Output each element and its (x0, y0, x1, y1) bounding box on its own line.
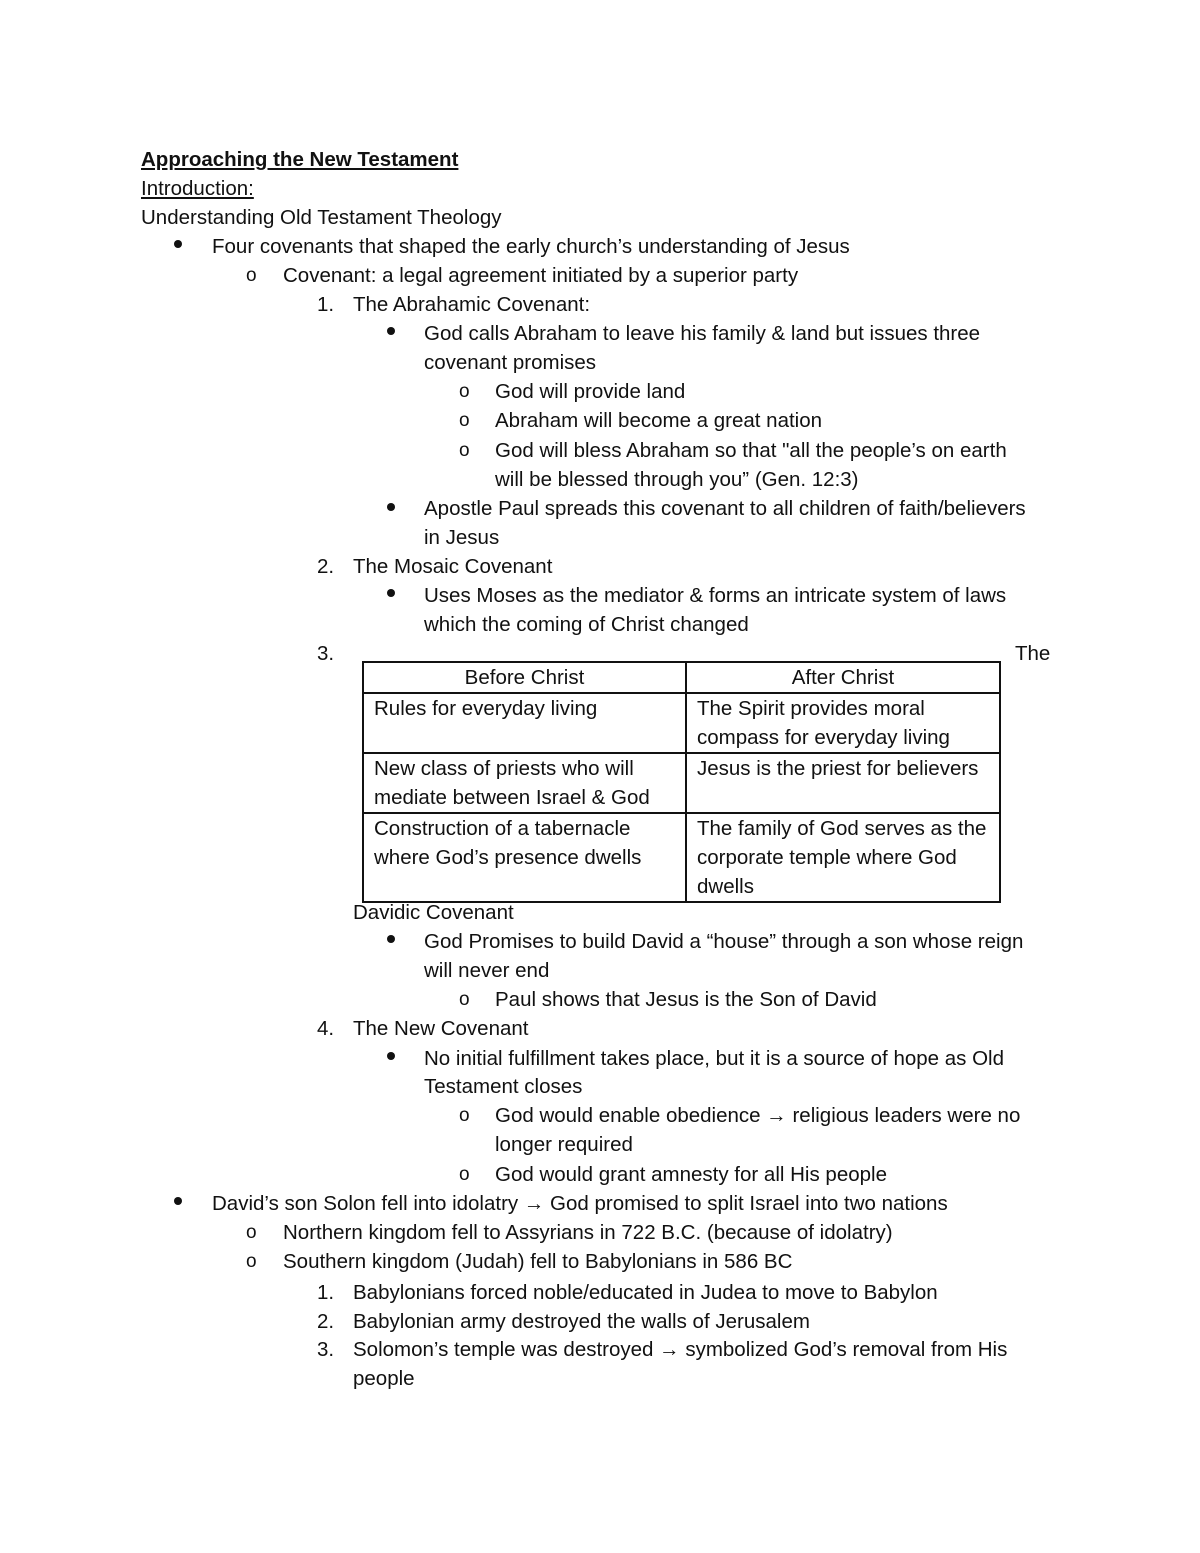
list-item: Abraham will become a great nation (495, 409, 823, 432)
list-item: Paul shows that Jesus is the Son of David (495, 988, 877, 1011)
list-number: 1. (317, 1281, 335, 1304)
table-header: Before Christ (363, 662, 686, 693)
table-cell: The family of God serves as the corporate temple where God dwells (686, 813, 1000, 902)
covenant-title: Davidic Covenant (353, 901, 514, 924)
list-number: 3. (317, 642, 335, 665)
bullet-marker (387, 1052, 395, 1060)
list-item: Four covenants that shaped the early church’s understanding of Jesus (212, 235, 850, 258)
list-item: Southern kingdom (Judah) fell to Babylonians in 586 BC (283, 1250, 793, 1273)
bullet-marker (387, 327, 395, 335)
list-item: God calls Abraham to leave his family & land but issues three (424, 322, 981, 345)
list-item-cont: in Jesus (424, 526, 500, 549)
circle-marker: o (459, 989, 470, 1010)
table-row (363, 693, 1000, 753)
circle-marker: o (459, 440, 470, 461)
list-item: God would enable obedience → religious leaders were no (495, 1104, 1021, 1127)
list-number: 3. (317, 1338, 335, 1361)
covenant-title: The Abrahamic Covenant: (353, 293, 591, 316)
bullet-marker (174, 1197, 182, 1205)
list-item: Babylonian army destroyed the walls of Jerusalem (353, 1310, 810, 1333)
bullet-marker (174, 240, 182, 248)
list-item: No initial fulfillment takes place, but it is a source of hope as Old (424, 1047, 1004, 1070)
list-item: Solomon’s temple was destroyed → symbolized God’s removal from His (353, 1338, 1008, 1361)
table-header-row (363, 662, 1000, 693)
list-item-cont: will never end (424, 959, 550, 982)
list-item: Uses Moses as the mediator & forms an intricate system of laws (424, 584, 1007, 607)
table-row (363, 813, 1000, 902)
list-item-cont: longer required (495, 1133, 633, 1156)
table-cell: The Spirit provides moral compass for everyday living (686, 693, 1000, 753)
list-item-cont: Testament closes (424, 1075, 583, 1098)
bullet-marker (387, 589, 395, 597)
table-cell: Jesus is the priest for believers (686, 753, 1000, 813)
list-number: 2. (317, 555, 335, 578)
table-cell: Construction of a tabernacle where God’s presence dwells (363, 813, 686, 902)
covenant-title: The New Covenant (353, 1017, 529, 1040)
covenant-title: The Mosaic Covenant (353, 555, 553, 578)
circle-marker: o (246, 1251, 257, 1272)
covenant-title-fragment: The (1015, 642, 1051, 665)
table-cell: Rules for everyday living (363, 693, 686, 753)
list-item: Apostle Paul spreads this covenant to all children of faith/believers (424, 497, 1026, 520)
list-number: 1. (317, 293, 335, 316)
list-item: God would grant amnesty for all His people (495, 1163, 887, 1186)
table-header: After Christ (686, 662, 1000, 693)
bullet-marker (387, 503, 395, 511)
table-row (363, 753, 1000, 813)
bullet-marker (387, 935, 395, 943)
circle-marker: o (459, 1164, 470, 1185)
circle-marker: o (459, 381, 470, 402)
document-title: Approaching the New Testament (141, 148, 459, 171)
list-item-cont: which the coming of Christ changed (424, 613, 749, 636)
comparison-table (362, 661, 1001, 903)
list-item: Northern kingdom fell to Assyrians in 722 B.C. (because of idolatry) (283, 1221, 893, 1244)
list-item-cont: covenant promises (424, 351, 597, 374)
intro-heading: Introduction: (141, 177, 254, 200)
list-item-cont: will be blessed through you” (Gen. 12:3) (495, 468, 859, 491)
circle-marker: o (459, 1105, 470, 1126)
list-item: Covenant: a legal agreement initiated by a superior party (283, 264, 799, 287)
list-item: God will provide land (495, 380, 686, 403)
circle-marker: o (246, 265, 257, 286)
list-item: God will bless Abraham so that "all the people’s on earth (495, 439, 1007, 462)
section-heading: Understanding Old Testament Theology (141, 206, 502, 229)
list-item: David’s son Solon fell into idolatry → God promised to split Israel into two nations (212, 1192, 948, 1215)
list-number: 4. (317, 1017, 335, 1040)
list-item-cont: people (353, 1367, 415, 1390)
circle-marker: o (246, 1222, 257, 1243)
table-cell: New class of priests who will mediate between Israel & God (363, 753, 686, 813)
circle-marker: o (459, 410, 470, 431)
list-item: God Promises to build David a “house” through a son whose reign (424, 930, 1024, 953)
list-number: 2. (317, 1310, 335, 1333)
list-item: Babylonians forced noble/educated in Judea to move to Babylon (353, 1281, 938, 1304)
